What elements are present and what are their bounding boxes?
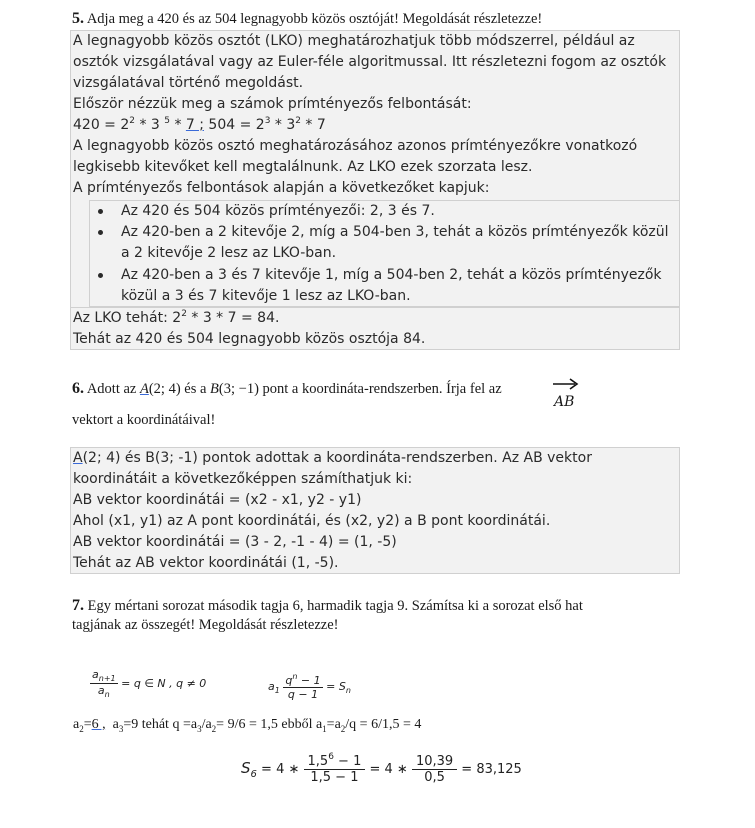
question-number: 6. bbox=[72, 380, 84, 397]
list-item-continuation: közül a 3 és 7 kitevője 1 lesz az LKO-ban. bbox=[121, 288, 411, 304]
question-6-prompt: 6. Adott az A(2; 4) és a B(3; −1) pont a koordináta-rendszerben. Írja fel az bbox=[72, 380, 502, 397]
question-number: 5. bbox=[72, 10, 84, 27]
answer-line: Tehát az AB vektor koordinátái (1, -5). bbox=[73, 555, 339, 571]
question-7-prompt-line2: tagjának az összegét! Megoldását részletezze! bbox=[72, 617, 339, 633]
point-a-link: A bbox=[73, 450, 83, 466]
question-text: Adja meg a 420 és az 504 legnagyobb közös osztóját! Megoldását részletezze! bbox=[86, 11, 543, 27]
sum-computation: $S_6 = 4$ ∗ $\frac{1,5^6 - 1}{1,5 - 1}$ = 4 ∗ $\frac{10,39}{0,5}$ = 83,125 bbox=[241, 752, 522, 785]
question-6-prompt-line2: vektort a koordinátáival! bbox=[72, 412, 216, 428]
answer-line: A legnagyobb közös osztót (LKO) meghatározhatjuk több módszerrel, például az bbox=[73, 33, 635, 49]
vector-arrow-icon bbox=[551, 376, 581, 390]
answer-line: AB vektor koordinátái = (3 - 2, -1 - 4) = (1, -5) bbox=[73, 534, 397, 550]
bullet-icon bbox=[98, 209, 103, 214]
vector-ab-symbol bbox=[551, 376, 581, 412]
question-7-prompt: 7. Egy mértani sorozat második tagja 6, harmadik tagja 9. Számítsa ki a sorozat első hat bbox=[72, 597, 583, 614]
answer-line: Ahol (x1, y1) az A pont koordinátái, és (x2, y2) a B pont koordinátái. bbox=[73, 513, 551, 529]
answer-bullet-list bbox=[70, 200, 680, 307]
ratio-formula: $\frac{a_{n+1}}{a_n}$ = q ∈ N , q ≠ 0 bbox=[92, 668, 207, 700]
list-item: Az 420 és 504 közös prímtényezői: 2, 3 és 7. bbox=[121, 203, 435, 219]
conclusion: Tehát az 420 és 504 legnagyobb közös osztója 84. bbox=[73, 331, 426, 347]
answer-line: A legnagyobb közös osztó meghatározásához azonos prímtényezőkre vonatkozó bbox=[73, 138, 638, 154]
answer-line: A(2; 4) és B(3; -1) pontok adottak a koordináta-rendszerben. Az AB vektor bbox=[73, 450, 592, 466]
list-item: Az 420-ben a 3 és 7 kitevője 1, míg a 504-ben 2, tehát a közös prímtényezők bbox=[121, 267, 662, 283]
lko-result: Az LKO tehát: $2^2 * 3 * 7 = 84$. bbox=[73, 309, 280, 326]
answer-box-q6 bbox=[70, 447, 680, 574]
underlined-six: 6 , bbox=[91, 717, 106, 732]
sum-formula: $a_1$ $\frac{q^n - 1}{q - 1}$ = $S_n$ bbox=[268, 672, 351, 701]
calculation-line: $a_2=6$ , $a_3=9$ tehát $q =a_3/a_2= 9/6 = 1,5$ ebből $a_1=a_2/q = 6/1,5 = 4$ bbox=[73, 717, 422, 734]
bullet-icon bbox=[98, 230, 103, 235]
answer-line: vizsgálatával történő megoldást. bbox=[73, 75, 304, 91]
answer-line: osztók vizsgálatával vagy az Euler-féle algoritmussal. Itt részletezni fogom az osztók bbox=[73, 54, 667, 70]
answer-line: AB vektor koordinátái = (x2 - x1, y2 - y1) bbox=[73, 492, 362, 508]
question-number: 7. bbox=[72, 597, 84, 614]
answer-line: Először nézzük meg a számok prímtényezős felbontását: bbox=[73, 96, 472, 112]
answer-box-q5-result bbox=[70, 307, 680, 350]
point-a: A bbox=[139, 381, 149, 397]
answer-box-q5-part1 bbox=[70, 30, 680, 201]
point-b: B bbox=[210, 381, 219, 397]
vector-label: AB bbox=[554, 394, 575, 410]
list-item: Az 420-ben a 2 kitevője 2, míg a 504-ben 3, tehát a közös prímtényezők közül bbox=[121, 224, 669, 240]
question-5-prompt bbox=[72, 9, 542, 29]
list-item-continuation: a 2 kitevője 2 lesz az LKO-ban. bbox=[121, 245, 337, 261]
answer-line: A prímtényezős felbontások alapján a következőket kapjuk: bbox=[73, 180, 490, 196]
factorization-line: $420 = 2^2 * 3$ $^5$ * 7 ; $504 = 2^3 * 3^2 * 7$ bbox=[73, 116, 326, 133]
answer-line: koordinátáit a következőképpen számíthatjuk ki: bbox=[73, 471, 413, 487]
bullet-icon bbox=[98, 273, 103, 278]
answer-line: legkisebb kitevőket kell megtalálnunk. Az LKO ezek szorzata lesz. bbox=[73, 159, 533, 175]
underlined-seven: 7 ; bbox=[185, 117, 204, 133]
